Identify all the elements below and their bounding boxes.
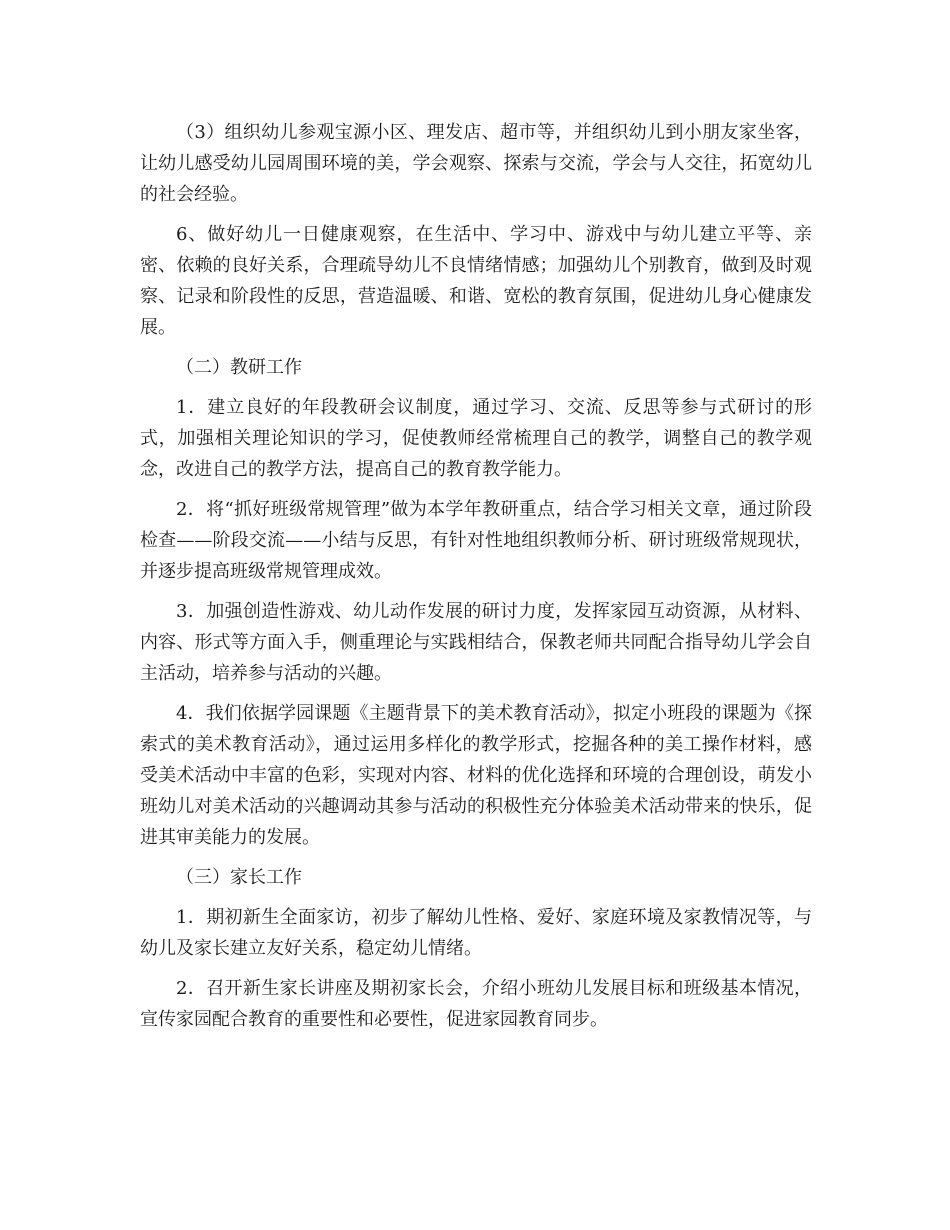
- paragraph-research-4: 4．我们依据学园课题《主题背景下的美术教育活动》，拟定小班段的课题为《探索式的美术教育活动》，通过运用多样化的教学形式，挖掘各种的美工操作材料，感受美术活动中丰富的色彩，实现对内容、材料的优化选择和环境的合理创设，萌发小班幼儿对美术活动的兴趣调动其参与活动的积极性充分体验美术活动带来的快乐，促进其审美能力的发展。: [140, 703, 812, 848]
- paragraph-research-1: 1．建立良好的年段教研会议制度，通过学习、交流、反思等参与式研讨的形式，加强相关理论知识的学习，促使教师经常梳理自己的教学，调整自己的教学观念，改进自己的教学方法，提高自己的教育教学能力。: [140, 397, 812, 480]
- paragraph-research-2: 2．将“抓好班级常规管理”做为本学年教研重点，结合学习相关文章，通过阶段检查——阶段交流——小结与反思，有针对性地组织教师分析、研讨班级常规现状，并逐步提高班级常规管理成效。: [140, 499, 812, 582]
- section-heading-research: （二）教研工作: [176, 357, 302, 378]
- document-body: [140, 117, 812, 1044]
- paragraph-parents-2: 2．召开新生家长讲座及期初家长会，介绍小班幼儿发展目标和班级基本情况，宣传家园配合教育的重要性和必要性，促进家园教育同步。: [140, 978, 812, 1030]
- paragraph-health-observation: 6、做好幼儿一日健康观察，在生活中、学习中、游戏中与幼儿建立平等、亲密、依赖的良好关系，合理疏导幼儿不良情绪情感；加强幼儿个别教育，做到及时观察、记录和阶段性的反思，营造温暖、和谐、宽松的教育氛围，促进幼儿身心健康发展。: [140, 224, 812, 338]
- paragraph-research-3: 3．加强创造性游戏、幼儿动作发展的研讨力度，发挥家园互动资源，从材料、内容、形式等方面入手，侧重理论与实践相结合，保教老师共同配合指导幼儿学会自主活动，培养参与活动的兴趣。: [140, 601, 812, 684]
- paragraph-organize-visits: （3）组织幼儿参观宝源小区、理发店、超市等，并组织幼儿到小朋友家坐客，让幼儿感受幼儿园周围环境的美，学会观察、探索与交流，学会与人交往，拓宽幼儿的社会经验。: [140, 122, 812, 205]
- paragraph-parents-1: 1．期初新生全面家访，初步了解幼儿性格、爱好、家庭环境及家教情况等，与幼儿及家长建立友好关系，稳定幼儿情绪。: [140, 907, 812, 959]
- section-heading-parents: （三）家长工作: [176, 867, 302, 888]
